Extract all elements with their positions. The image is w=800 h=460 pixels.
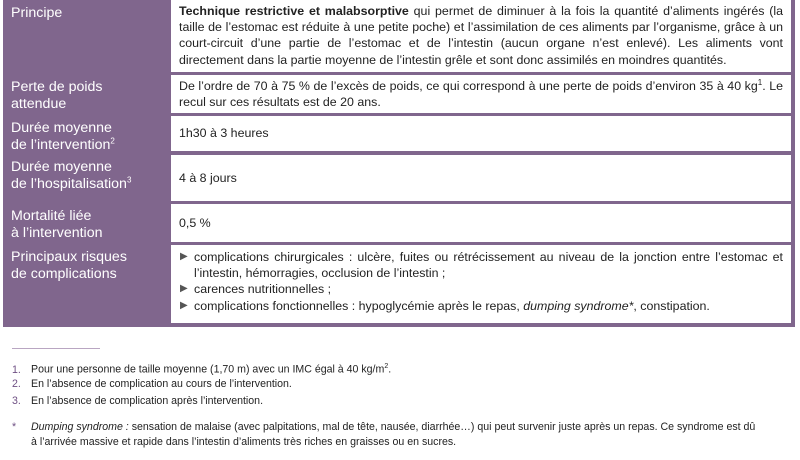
footnote-3: 3. En l’absence de complication après l’intervention. [12, 395, 264, 407]
table-row-principe [3, 0, 795, 73]
table-row-mortalite [3, 203, 795, 243]
row-label: Durée moyenne de l’hospitalisation$^3$ [11, 159, 132, 192]
table-row-risques [3, 244, 795, 327]
asterisk: * [12, 421, 17, 433]
table-row-duree-intervention [3, 115, 795, 152]
list-item: ▶ complications fonctionnelles : hypoglycémie après le repas, dumping syndrome*, constipation. [180, 298, 710, 313]
table-row-duree-hospitalisation [3, 154, 795, 202]
row-label: Perte de poids attendue [11, 79, 103, 112]
bullet-triangle-icon: ▶ [180, 299, 188, 311]
row-label: Mortalité liée à l’intervention [11, 208, 103, 241]
row-label: Principe [11, 5, 63, 21]
table-row-perte-de-poids [3, 74, 795, 114]
row-value [171, 75, 791, 113]
value-text: De l’ordre de 70 à 75 % de l’excès de poids, ce qui correspond à une perte de poids d’environ 35 à 40 kg [179, 79, 758, 93]
value-text: 4 à 8 jours [179, 170, 237, 185]
value-emphasis: Technique restrictive et malabsorptive [179, 4, 409, 18]
row-value [171, 0, 791, 72]
summary-table [3, 0, 795, 327]
value-text: 1h30 à 3 heures [179, 126, 269, 141]
row-value [171, 155, 791, 201]
bullet-triangle-icon: ▶ [180, 283, 188, 295]
value-text: qui permet de diminuer à la fois la quantité d’aliments ingérés (la taille de l’estomac est réduite à une petite poche) et l’assimilation de ces aliments par l’organisme, grâce à un court-circuit d’une partie de l’estomac et de l’intestin (aucun organe n’est enlevé). Les aliments vont directement dans la partie moyenne de l’intestin grêle et sont donc assimilés en moindres quantités. [179, 4, 784, 67]
value-text: . Le recul sur ces résultats est de 20 ans. [179, 79, 783, 110]
value-text: 0,5 % [179, 215, 211, 230]
footnote-ref: 1 [757, 77, 763, 87]
row-value [171, 245, 791, 323]
list-item: ▶ complications chirurgicales : ulcère, fuites ou rétrécissement au niveau de la jonction entre l’estomac et l’intestin, hémorragies, occlusion de l’intestin ; [180, 250, 783, 281]
row-label: Durée moyenne de l’intervention$^2$ [11, 120, 115, 153]
dumping-syndrome-term: dumping syndrome* [523, 298, 634, 313]
row-value [171, 204, 791, 242]
footnote-2: 2. En l’absence de complication au cours de l’intervention. [12, 378, 292, 390]
dumping-syndrome-note: * Dumping syndrome : sensation de malaise (avec palpitations, mal de tête, nausée, diarrhée…) qui peut survenir juste après un repas. Ce syndrome est dû à l’arrivée massive et rapide dans l’intestin d’aliments très riches en graisses ou en sucres. [12, 421, 756, 448]
footnote-separator [12, 348, 100, 349]
bullet-triangle-icon: ▶ [180, 251, 188, 262]
footnote-1: 1. Pour une personne de taille moyenne (1,70 m) avec un IMC égal à 40 $kg/m^2$. [12, 363, 392, 376]
row-label: Principaux risques de complications [11, 249, 127, 282]
row-value [171, 116, 791, 151]
note-term: Dumping syndrome : [31, 421, 129, 433]
list-item: ▶ carences nutritionnelles ; [180, 282, 332, 297]
